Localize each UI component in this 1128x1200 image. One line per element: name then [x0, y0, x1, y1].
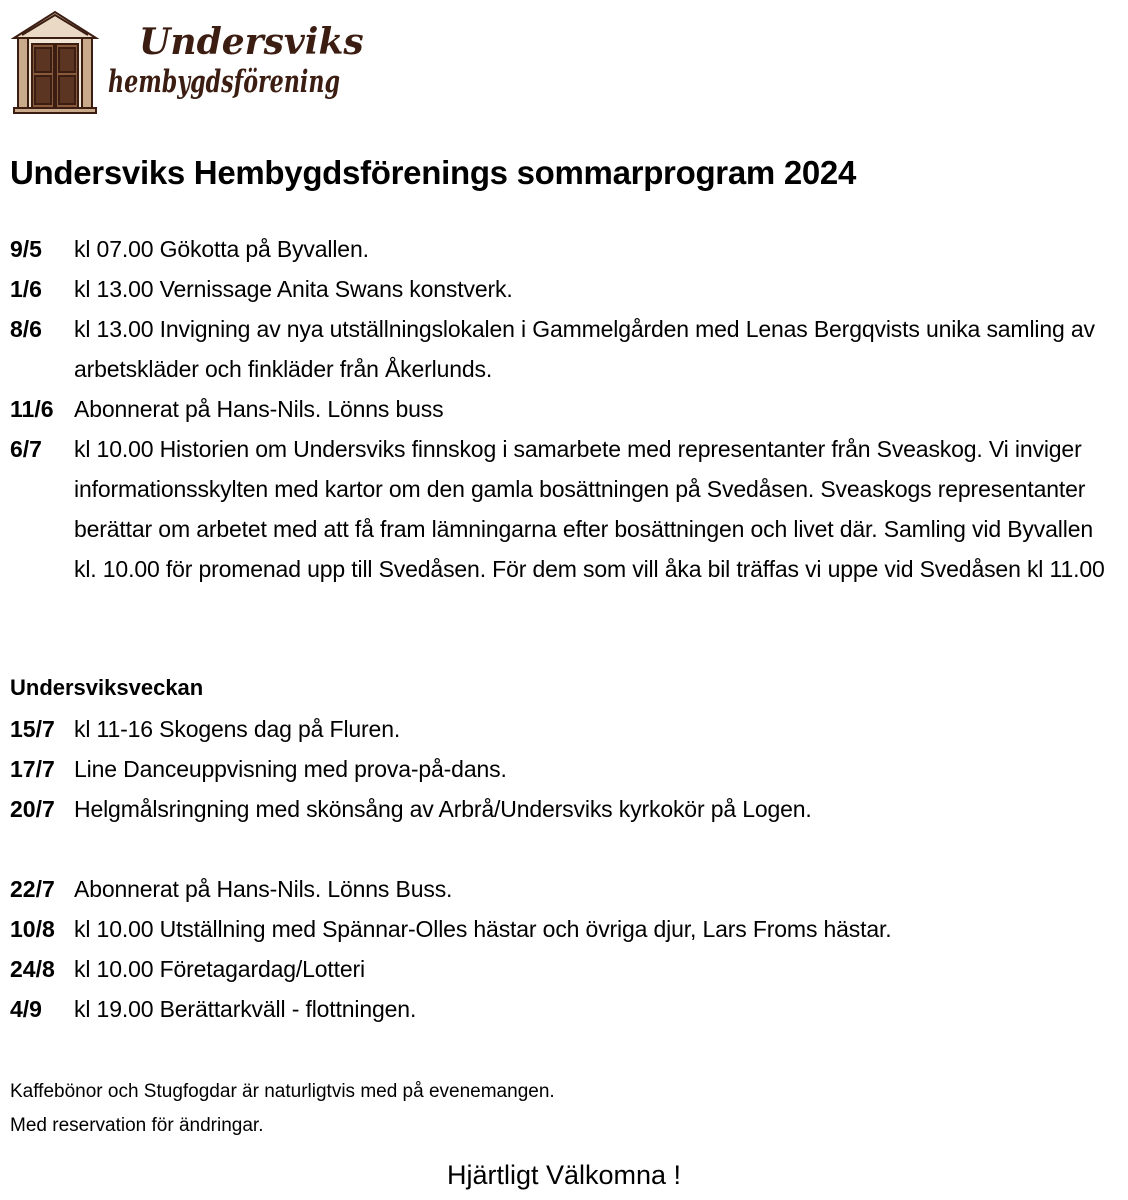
- event-text: kl 10.00 Historien om Undersviks finnskog i samarbete med representanter från Sveaskog. Vi inviger informationsskylten med kartor om den gamla bosättningen på Svedåsen. Sveaskogs representanter berättar om arbetet med att få fram lämningarna efter bosättningen och livet där. Samling vid Byvallen kl. 10.00 för promenad upp till Svedåsen. För dem som vill åka bil träffas vi uppe vid Svedåsen kl 11.00: [74, 436, 1105, 582]
- event-list-early: [10, 229, 1105, 589]
- logo-line2: hembygdsförening: [108, 64, 340, 100]
- event-text: kl 13.00 Invigning av nya utställningslokalen i Gammelgården med Lenas Bergqvists unika samling av arbetskläder och finkläder från Åkerlunds.: [74, 316, 1095, 382]
- event-text: Helgmålsringning med skönsång av Arbrå/Undersviks kyrkokör på Logen.: [74, 796, 812, 822]
- event-date: 24/8: [10, 956, 55, 982]
- logo-line1: Undersviks: [139, 21, 364, 63]
- event-list-late: [10, 869, 1105, 1029]
- logo-wordmark: [104, 12, 364, 112]
- welcome-message: Hjärtligt Välkomna !: [446, 1160, 682, 1190]
- page-title: Undersviks Hembygdsförenings sommarprogram 2024: [10, 154, 857, 191]
- event-text: kl 13.00 Vernissage Anita Swans konstverk.: [74, 276, 513, 302]
- section-heading-week: Undersviksveckan: [10, 675, 204, 700]
- event-text: Abonnerat på Hans-Nils. Lönns Buss.: [74, 876, 453, 902]
- event-date: 9/5: [10, 236, 42, 262]
- event-row: [10, 309, 1105, 389]
- event-date: 4/9: [10, 996, 42, 1022]
- event-row: [10, 229, 1105, 269]
- event-row: [10, 429, 1105, 589]
- footer-note-coffee: Kaffebönor och Stugfogdar är naturligtvis med på evenemangen.: [10, 1081, 555, 1102]
- event-date: 8/6: [10, 316, 42, 342]
- event-text: kl 07.00 Gökotta på Byvallen.: [74, 236, 369, 262]
- event-text: Abonnerat på Hans-Nils. Lönns buss: [74, 396, 444, 422]
- event-date: 22/7: [10, 876, 55, 902]
- event-date: 20/7: [10, 796, 55, 822]
- event-row: [10, 989, 1105, 1029]
- event-date: 11/6: [10, 396, 54, 422]
- association-logo: [12, 8, 364, 116]
- event-row: [10, 269, 1105, 309]
- event-text: kl 10.00 Företagardag/Lotteri: [74, 956, 366, 982]
- event-text: kl 10.00 Utställning med Spännar-Olles hästar och övriga djur, Lars Froms hästar.: [74, 916, 892, 942]
- event-list-week: [10, 709, 1105, 829]
- event-date: 6/7: [10, 436, 42, 462]
- event-date: 15/7: [10, 716, 55, 742]
- event-date: 17/7: [10, 756, 55, 782]
- event-row: [10, 869, 1105, 909]
- event-row: [10, 949, 1105, 989]
- event-text: kl 19.00 Berättarkväll - flottningen.: [74, 996, 417, 1022]
- event-row: [10, 789, 1105, 829]
- event-date: 1/6: [10, 276, 42, 302]
- event-row: [10, 909, 1105, 949]
- event-text: Line Danceuppvisning med prova-på-dans.: [74, 756, 507, 782]
- event-row: [10, 709, 1105, 749]
- event-text: kl 11-16 Skogens dag på Fluren.: [74, 716, 401, 742]
- event-row: [10, 749, 1105, 789]
- event-date: 10/8: [10, 916, 55, 942]
- footer-note-reservation: Med reservation för ändringar.: [10, 1115, 264, 1136]
- event-row: [10, 389, 1105, 429]
